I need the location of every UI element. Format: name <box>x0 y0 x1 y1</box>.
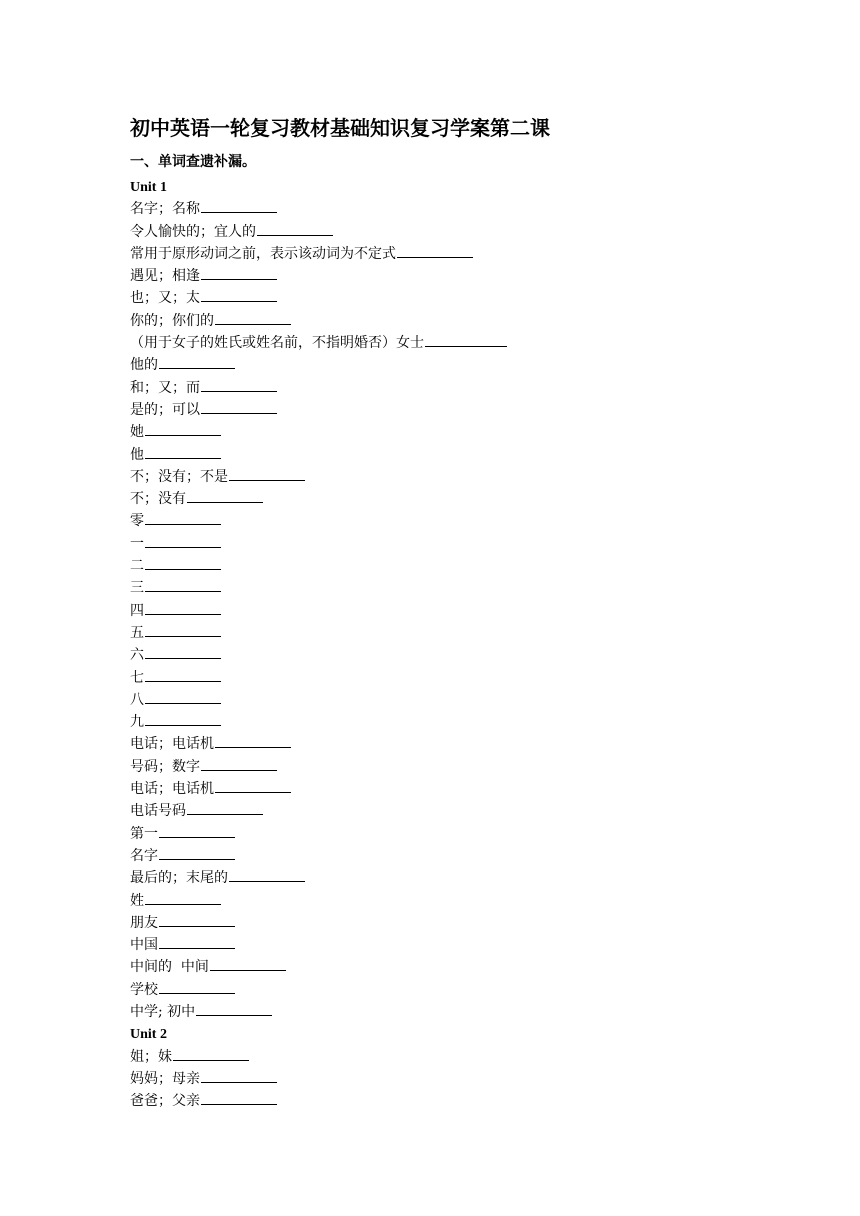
vocab-prompt: 姓 <box>130 892 144 909</box>
answer-blank[interactable] <box>159 934 235 949</box>
document-title: 初中英语一轮复习教材基础知识复习学案第二课 <box>130 116 550 140</box>
vocab-prompt: 名字；名称 <box>130 201 200 218</box>
vocab-item <box>130 667 507 689</box>
answer-blank[interactable] <box>159 823 235 838</box>
answer-blank[interactable] <box>187 800 263 815</box>
answer-blank[interactable] <box>229 466 305 481</box>
answer-blank[interactable] <box>145 622 221 637</box>
answer-blank[interactable] <box>159 845 235 860</box>
answer-blank[interactable] <box>425 332 507 347</box>
answer-blank[interactable] <box>173 1046 249 1061</box>
answer-blank[interactable] <box>145 600 221 615</box>
vocab-item <box>130 711 507 733</box>
vocab-prompt: 名字 <box>130 847 158 864</box>
answer-blank[interactable] <box>145 444 221 459</box>
vocab-item <box>130 778 507 800</box>
vocab-item <box>130 890 507 912</box>
vocab-prompt: 第一 <box>130 825 158 842</box>
answer-blank[interactable] <box>201 399 277 414</box>
vocab-item <box>130 243 507 265</box>
answer-blank[interactable] <box>145 689 221 704</box>
vocab-item <box>130 979 507 1001</box>
answer-blank[interactable] <box>201 756 277 771</box>
vocab-item <box>130 1046 507 1068</box>
vocab-prompt: 学校 <box>130 981 158 998</box>
answer-blank[interactable] <box>201 287 277 302</box>
vocab-prompt: 爸爸；父亲 <box>130 1093 200 1110</box>
vocab-prompt: 最后的；末尾的 <box>130 870 228 887</box>
vocab-prompt: 和；又；而 <box>130 379 200 396</box>
answer-blank[interactable] <box>159 354 235 369</box>
vocab-prompt: 遇见；相逢 <box>130 268 200 285</box>
answer-blank[interactable] <box>145 890 221 905</box>
answer-blank[interactable] <box>201 377 277 392</box>
vocab-prompt: 令人愉快的；宜人的 <box>130 223 256 240</box>
answer-blank[interactable] <box>145 577 221 592</box>
vocab-item <box>130 198 507 220</box>
vocab-prompt: 三 <box>130 580 144 597</box>
vocab-prompt: 五 <box>130 624 144 641</box>
vocab-prompt: 不；没有 <box>130 491 186 508</box>
answer-blank[interactable] <box>159 979 235 994</box>
answer-blank[interactable] <box>229 867 305 882</box>
vocab-item <box>130 934 507 956</box>
vocab-item <box>130 956 507 978</box>
section-heading: 一、单词查遗补漏。 <box>130 154 256 170</box>
unit-heading <box>130 1023 507 1045</box>
vocab-item <box>130 823 507 845</box>
vocab-item <box>130 488 507 510</box>
vocab-item <box>130 689 507 711</box>
vocab-prompt: 六 <box>130 647 144 664</box>
vocab-item <box>130 1090 507 1112</box>
vocabulary-list <box>130 176 507 1112</box>
vocab-item <box>130 733 507 755</box>
vocab-item <box>130 600 507 622</box>
vocab-item <box>130 533 507 555</box>
vocab-prompt: （用于女子的姓氏或姓名前，不指明婚否）女士 <box>130 335 424 352</box>
vocab-item <box>130 221 507 243</box>
vocab-item <box>130 377 507 399</box>
vocab-prompt: 你的；你们的 <box>130 312 214 329</box>
vocab-prompt: 中国 <box>130 937 158 954</box>
vocab-item <box>130 845 507 867</box>
answer-blank[interactable] <box>215 733 291 748</box>
vocab-item <box>130 644 507 666</box>
vocab-prompt: 二 <box>130 558 144 575</box>
vocab-prompt: 中间的 中间 <box>130 959 209 976</box>
answer-blank[interactable] <box>210 956 286 971</box>
answer-blank[interactable] <box>397 243 473 258</box>
vocab-item <box>130 399 507 421</box>
answer-blank[interactable] <box>201 1068 277 1083</box>
vocab-prompt: 他 <box>130 446 144 463</box>
vocab-prompt: 电话；电话机 <box>130 736 214 753</box>
vocab-item <box>130 1068 507 1090</box>
vocab-prompt: 妈妈；母亲 <box>130 1070 200 1087</box>
vocab-item <box>130 466 507 488</box>
vocab-item <box>130 622 507 644</box>
vocab-prompt: 是的；可以 <box>130 401 200 418</box>
answer-blank[interactable] <box>145 421 221 436</box>
answer-blank[interactable] <box>201 265 277 280</box>
vocab-item <box>130 310 507 332</box>
answer-blank[interactable] <box>145 510 221 525</box>
vocab-prompt: 朋友 <box>130 914 158 931</box>
answer-blank[interactable] <box>145 711 221 726</box>
vocab-item <box>130 756 507 778</box>
answer-blank[interactable] <box>145 555 221 570</box>
vocab-item <box>130 912 507 934</box>
answer-blank[interactable] <box>159 912 235 927</box>
answer-blank[interactable] <box>187 488 263 503</box>
vocab-prompt: 也；又；太 <box>130 290 200 307</box>
vocab-prompt: 她 <box>130 424 144 441</box>
vocab-item <box>130 577 507 599</box>
vocab-item <box>130 1001 507 1023</box>
vocab-prompt: 一 <box>130 535 144 552</box>
vocab-prompt: 姐；妹 <box>130 1048 172 1065</box>
vocab-prompt: 四 <box>130 602 144 619</box>
vocab-prompt: 八 <box>130 691 144 708</box>
vocab-prompt: 他的 <box>130 357 158 374</box>
vocab-prompt: 常用于原形动词之前，表示该动词为不定式 <box>130 245 396 262</box>
answer-blank[interactable] <box>215 310 291 325</box>
vocab-item <box>130 287 507 309</box>
answer-blank[interactable] <box>145 644 221 659</box>
answer-blank[interactable] <box>145 533 221 548</box>
answer-blank[interactable] <box>196 1001 272 1016</box>
vocab-item <box>130 867 507 889</box>
vocab-item <box>130 421 507 443</box>
vocab-prompt: 零 <box>130 513 144 530</box>
vocab-item <box>130 555 507 577</box>
answer-blank[interactable] <box>201 198 277 213</box>
unit-label: Unit 1 <box>130 180 167 195</box>
answer-blank[interactable] <box>201 1090 277 1105</box>
vocab-prompt: 九 <box>130 714 144 731</box>
unit-label: Unit 2 <box>130 1027 167 1043</box>
vocab-item <box>130 332 507 354</box>
answer-blank[interactable] <box>257 221 333 236</box>
vocab-item <box>130 510 507 532</box>
unit-heading <box>130 176 507 198</box>
vocab-prompt: 号码；数字 <box>130 758 200 775</box>
vocab-item <box>130 444 507 466</box>
vocab-prompt: 电话；电话机 <box>130 781 214 798</box>
vocab-prompt: 中学; 初中 <box>130 1003 196 1020</box>
answer-blank[interactable] <box>215 778 291 793</box>
vocab-item <box>130 354 507 376</box>
vocab-item <box>130 265 507 287</box>
vocab-prompt: 电话号码 <box>130 803 186 820</box>
vocab-item <box>130 800 507 822</box>
vocab-prompt: 不；没有；不是 <box>130 468 228 485</box>
answer-blank[interactable] <box>145 667 221 682</box>
vocab-prompt: 七 <box>130 669 144 686</box>
